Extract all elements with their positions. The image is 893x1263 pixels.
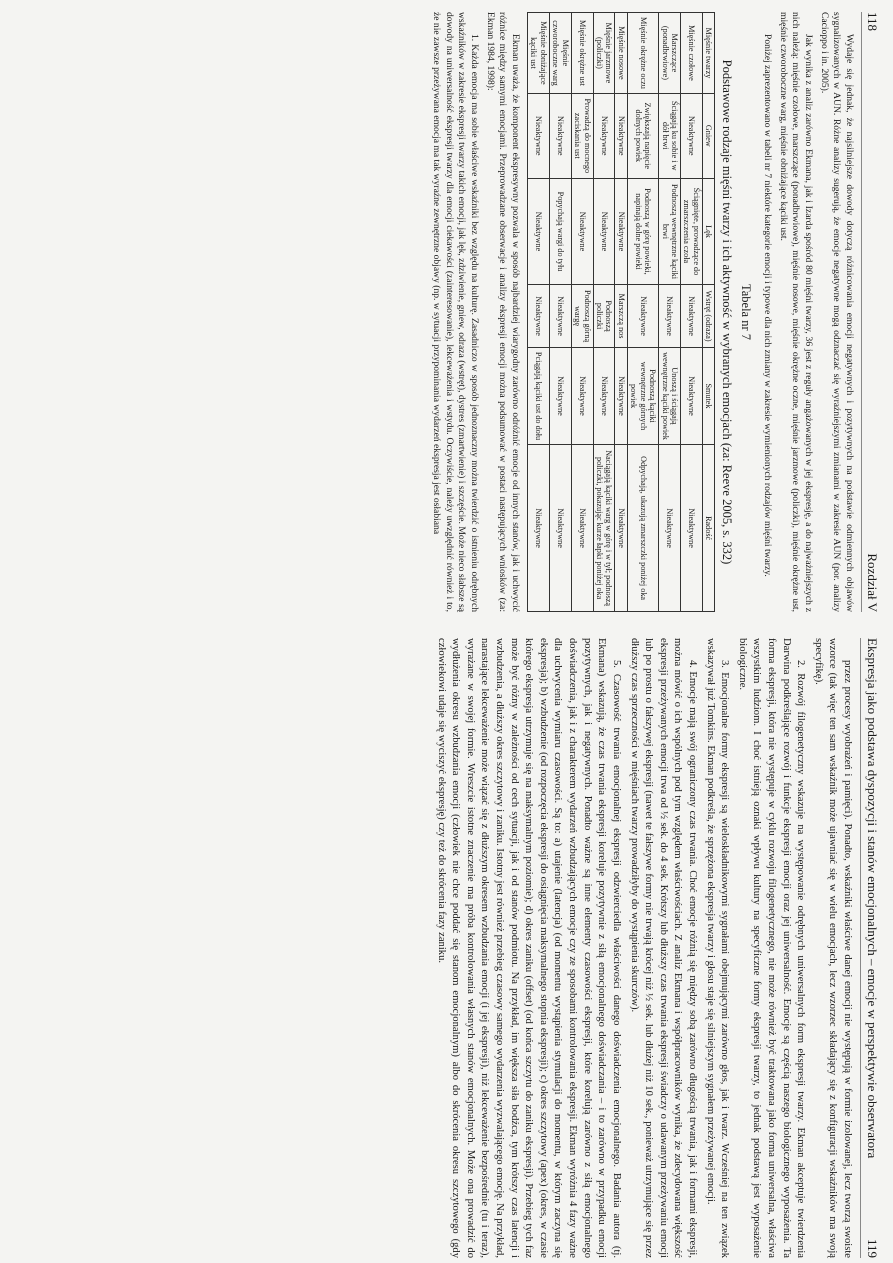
table-cell: Nieaktywne	[680, 347, 702, 444]
table-cell: Mięśnie obniżające kąciki ust	[528, 13, 550, 94]
left-page	[11, 12, 881, 612]
left-conclusions	[429, 12, 521, 612]
table-cell: Nieaktywne	[549, 93, 571, 178]
table-row	[593, 13, 615, 612]
table-cell: Nieaktywne	[549, 285, 571, 347]
table-cell: Podnoszą policzki	[593, 285, 615, 347]
table-cell: Nieaktywne	[659, 445, 681, 612]
table-cell: Nieaktywne	[627, 285, 658, 347]
table-cell: Zwiększają napięcie dolnych powiek	[627, 93, 658, 178]
table-cell: Unoszą i ściągają wewnętrzne kąciki powiek	[659, 347, 681, 444]
table-header-row	[702, 13, 714, 612]
table-cell: Marszczące (ponadbrwiowe)	[659, 13, 681, 94]
table-header-cell: Lęk	[702, 178, 714, 285]
table-cell: Ściągnięte, prowadzące do zmarszczenia czoła	[680, 178, 702, 285]
paragraph: 2. Rozwój filogenetyczny wskazuje na występowanie odrębnych uniwersalnych form ekspresji twarzy. Ekman akceptuje twierdzenia Darwina podkreślające rozwój i funkcje ekspresji emocji oraz jej uniwersalność. Emocje są częścią naszego biologicznego wyposażenia. Ta forma ekspresji, która nie występuje w cyklu rozwoju filogenetycznego, nie może również być traktowana jako forma uniwersalna, właściwa wszystkim ludziom. I choć istnieją oznaki wpływu kultury na specyficzne formy ekspresji twarzy, to jednak podstawą jest wyposażenie biologiczne.	[736, 638, 807, 1258]
paragraph: Wydaje się jednak, że najsilniejsze dowody dotyczą różnicowania emocji negatywnych i pozytywnych na podstawie odmiennych objawów sygnalizowanych w AUN. Różne analizy sugerują, że emocje negatywne mogą odznaczać się wyraźniejszymi zmianami w zakresie AUN (por. analizy Cacioppo i in. 2005).	[818, 12, 855, 612]
table-row	[571, 13, 593, 612]
table-header-cell: Gniew	[702, 93, 714, 178]
paragraph: 3. Emocjonalne formy ekspresji są wieloskładnikowymi sygnałami obejmującymi zarówno głos, jak i twarz. Wcześniej na ten związek wskazywał już Tomkins. Ekman podkreśla, że sprzężona ekspresja twarzy i głosu staje się silniejszym sygnałem przeżywanej emocji.	[704, 638, 731, 1258]
paragraph: 1. Każda emocja ma sobie właściwe wskaźniki bez względu na kulturę. Zasadniczo w sposób jednoznaczny można twierdzić o istnieniu odrębnych wskaźników w zakresie ekspresji twarzy takich emocji, jak lęk, zdziwienie, gniew, odraza (wstręt), dystres (zmartwienie) i szczęście. Może nieco słabsze są dowody na uniwersalność ekspresji twarzy dla emocji ciekawości (zainteresowanie), lekceważenia i wstydu. Oczywiście, należy uwzględnić również i to, że nie zawsze przeżywana emocja ma tak wyraźne zewnętrzne objawy (np. w sytuacji przypominania wydarzeń ekspresja jest osłabiana	[431, 12, 481, 612]
table-caption: Tabela nr 7	[739, 283, 754, 341]
left-chapter-title: Rozdział V	[865, 553, 880, 612]
right-running-head: Ekspresja jako podstawa dyspozycji i stanów emocjonalnych – emocje w perspektywie obserwatora	[865, 638, 880, 1159]
table-row	[615, 13, 627, 612]
table-cell: Nieaktywne	[593, 178, 615, 285]
table-cell: Nieaktywne	[528, 285, 550, 347]
table-cell: Odpychają, ukazują zmarszczki poniżej oka	[627, 445, 658, 612]
left-page-header	[861, 12, 881, 612]
table-cell: Nieaktywne	[680, 93, 702, 178]
table-row	[528, 13, 550, 612]
table-row	[627, 13, 658, 612]
table-cell: Podnoszą wewnętrzne kąciki brwi	[659, 178, 681, 285]
table-body	[528, 13, 703, 612]
table-cell: Mięśnie okrężne oczu	[627, 13, 658, 94]
table-cell: Nieaktywne	[549, 347, 571, 444]
left-intro	[760, 12, 855, 612]
table-cell: Pciągają kąciki ust do dołu	[528, 347, 550, 444]
table-cell: Mięśnie nosowe	[615, 13, 627, 94]
table-cell: Nieaktywne	[615, 178, 627, 285]
table-cell: Mięśnie okrężne ust	[571, 13, 593, 94]
table-header-cell: Wstręt (odraza)	[702, 285, 714, 347]
table-cell: Nieaktywne	[549, 445, 571, 612]
table-cell: Podnoszą w górę powieki, napinają dolne powieki	[627, 178, 658, 285]
table-cell: Mięśnie czworoboczne warg	[549, 13, 571, 94]
table-cell: Nieaktywne	[680, 285, 702, 347]
table-cell: Nieaktywne	[571, 347, 593, 444]
table-cell: Nieaktywne	[593, 347, 615, 444]
table-header-cell: Smutek	[702, 347, 714, 444]
right-page-number: 119	[865, 1238, 880, 1258]
paragraph: Poniżej zaprezentowano w tabeli nr 7 niektóre kategorie emocji i typowe dla nich zmiany w zakresie wymienionych rodzajów mięśni twarzy.	[761, 34, 773, 577]
paragraph: 4. Emocje mają swój ograniczony czas trwania. Choć emocje różnią się między sobą zarówno długością trwania, jak i formami ekspresji, można mówić o ich wspólnych pod tym względem właściwościach. Z analiz Ekmana i współpracowników wynika, że zdecydowana większość ekspresji przeżywanych emocji trwa od ½ sek. do 4 sek. Krótszy lub dłuższy czas trwania ekspresji świadczy o udawanym przeżywaniu emocji lub po prostu o fałszywej ekspresji (nawet te fałszywe formy nie trwają krócej niż ½ sek. lub dłużej niż 10 sek., ponieważ utrzymujące się przez dłuższy czas sprzeczności w mięśniach twarzy prowadziłyby do wystąpienia skurczów).	[628, 638, 698, 1258]
paragraph: przez procesy wyobrażeń i pamięci). Ponadto, wskaźniki właściwe danej emocji nie występują w formie izolowanej, lecz tworzą swoiste wzorce (tak więc ten sam wskaźnik może ujawniać się w wielu emocjach, lecz wzorzec składający się z konfiguracji wskaźników ma swoją specyfikę).	[812, 638, 854, 1258]
table-header-cell: Radość	[702, 445, 714, 612]
table-cell: Prowadzą do mocnego zaciskania ust	[571, 93, 593, 178]
right-page	[11, 638, 881, 1258]
table-row	[680, 13, 702, 612]
table-cell: Popychają wargi do tyłu	[549, 178, 571, 285]
table-row	[659, 13, 681, 612]
table-cell: Podnoszą kąciki wewnętrzne górnych powiek	[627, 347, 658, 444]
paragraph: Ekman uważa, że komponent ekspresywny pozwala w sposób najbardziej wiarygodny zarówno odróżnić emocje od innych stanów, jak i uchwycić różnice między samymi emocjami. Przeprowadzane obserwacje i analizy ekspresji emocji można podsumować w postaci następujących wniosków (za: Ekman 1984, 1998):	[484, 12, 522, 612]
table-cell: Mięśnie czołowe	[680, 13, 702, 94]
table-cell: Nieaktywne	[571, 445, 593, 612]
table-cell: Nieaktywne	[615, 93, 627, 178]
table-subcaption: Podstawowe rodzaje mięśni twarzy i ich aktywność w wybranych emocjach (za: Reeve 2005, s. 332)	[719, 59, 734, 565]
table-cell: Naciągają kąciki warg w górę i w tył; podnoszą policzki, pokazując kurze łapki poniżej oka	[593, 445, 615, 612]
table-cell: Nieaktywne	[615, 445, 627, 612]
table-cell: Mięśnie jarzmowe (policzki)	[593, 13, 615, 94]
table-cell: Nieaktywne	[680, 445, 702, 612]
right-page-header	[860, 638, 881, 1258]
table-cell: Marszczą nos	[615, 285, 627, 347]
table-cell: Nieaktywne	[593, 93, 615, 178]
table-cell: Nieaktywne	[528, 178, 550, 285]
table-header-cell: Mięśnie twarzy	[702, 13, 714, 94]
paragraph: 5. Czasowość trwania emocjonalnej ekspresji odzwierciedla właściwości danego doświadczenia emocjonalnego. Badania autora (tj. Ekmana) wskazują, że czas trwania ekspresji koreluje pozytywnie z siłą emocjonalnego doświadczania – i to zarówno w przypadku emocji pozytywnych, jak i negatywnych. Ponadto ważne są inne elementy czasowości ekspresji, które korelują zarówno z siłą emocjonalnego doświadczenia, jak i z charakterem wydarzeń wzbudzających emocje czy ze sposobami kontrolowania ekspresji. Ekman wyróżnia 4 fazy ważne dla uchwycenia wymiaru czasowości. Są to: a) utajenie (latencja) (od momentu wystąpienia stymulacji do momentu, w którym zaczyna się ekspresja); b) wzbudzenie (od rozpoczęcia ekspresji do osiągnięcia maksymalnego stopnia ekspresji); c) okres szczytowy (apex) (okres, w czasie którego ekspresja utrzymuje się na maksymalnym poziomie); d) okres zaniku (offset) (od końca szczytu do zaniku ekspresji). Przebieg tych faz może być różny w zależności od cech sytuacji, jak i od stanów podmiotu. Na przykład, im większa siła bodźca, tym krótszy czas latencji i wzbudzenia, a dłuższy okres szczytowy i zaniku. Istotny jest również przebieg czasowy samego wydarzenia wyzwalającego emocję. Na przykład, narastające lekceważenie może wiązać się z dłuższym okresem wzbudzania emocji (i jej ekspresji), niż lekceważenie bezpośrednie (tu i teraz), wyrażane w swojej formie. Wreszcie istotne znaczenie ma próba kontrolowania własnych stanów emocjonalnych. Może ona prowadzić do wydłużenia okresu wzbudzania emocji (człowiek nie chce poddać się stanom emocjonalnym) albo do skrócenia okresu szczytowego (gdy człowiekowi udaje się wyciszyć ekspresję) czy też do skrócenia fazy zaniku.	[435, 638, 622, 1258]
paragraph: Jak wynika z analiz zarówno Ekmana, jak i Izarda spośród 80 mięśni twarzy, 36 jest z reguły angażowanych w jej ekspresję, a do najważniejszych z nich należą: mięśnie czołowe, marszczące (ponadbrwiowe), mięśnie nosowe, mięśnie okrężne oczne, mięśnie jarzmowe (policzki), mięśnie okrężne ust, mięśnie czworoboczne warg, mięśnie obniżające kąciki ust.	[777, 12, 814, 612]
table-cell: Podnoszą górną wargę	[571, 285, 593, 347]
left-page-number: 118	[865, 12, 880, 32]
table-cell: Nieaktywne	[615, 347, 627, 444]
table-cell: Nieaktywne	[528, 93, 550, 178]
emotion-muscle-table	[527, 12, 715, 612]
table-cell: Nieaktywne	[659, 285, 681, 347]
table-cell: Nieaktywne	[528, 445, 550, 612]
table-cell: Ściągają ku sobie i w dół brwi	[659, 93, 681, 178]
table-row	[549, 13, 571, 612]
table-cell: Nieaktywne	[571, 178, 593, 285]
